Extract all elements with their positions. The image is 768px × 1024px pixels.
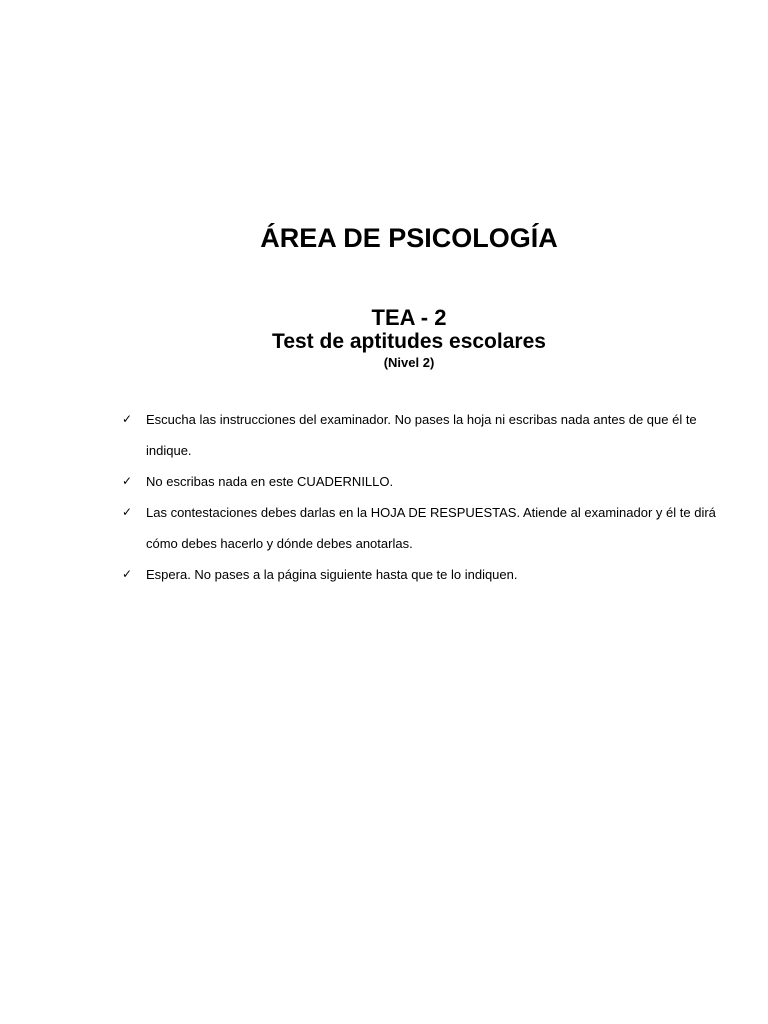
instruction-item	[122, 497, 722, 559]
instruction-item	[122, 466, 722, 497]
instruction-text: Escucha las instrucciones del examinador. No pases la hoja ni escribas nada antes de que él te indique.	[146, 412, 697, 458]
instruction-item	[122, 404, 722, 466]
instruction-text: Las contestaciones debes darlas en la HOJA DE RESPUESTAS. Atiende al examinador y él te dirá cómo debes hacerlo y dónde debes anotarlas.	[146, 505, 716, 551]
check-icon: ✓	[122, 567, 133, 581]
instruction-text: No escribas nada en este CUADERNILLO.	[146, 474, 394, 489]
instructions-list	[122, 404, 722, 590]
test-level: (Nivel 2)	[383, 355, 435, 370]
test-name: Test de aptitudes escolares	[272, 330, 546, 353]
check-icon: ✓	[122, 474, 133, 488]
test-code: TEA - 2	[371, 305, 447, 330]
instruction-text: Espera. No pases a la página siguiente hasta que te lo indiquen.	[146, 567, 518, 582]
check-icon: ✓	[122, 505, 133, 519]
page-title: ÁREA DE PSICOLOGÍA	[260, 223, 558, 253]
check-icon: ✓	[122, 412, 133, 426]
instruction-item	[122, 559, 722, 590]
